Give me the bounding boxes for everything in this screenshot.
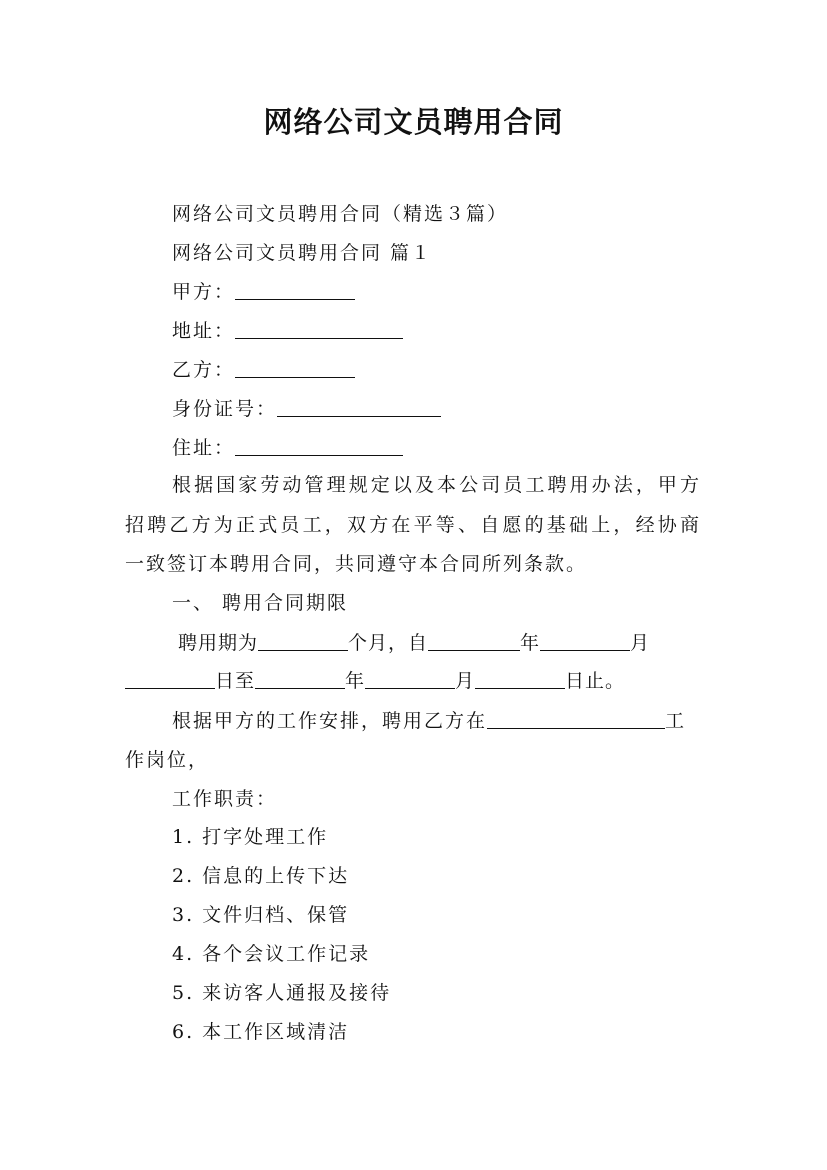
residence-blank[interactable] (235, 437, 403, 456)
duty-item: 5. 来访客人通报及接待 (172, 982, 392, 1004)
term-months-blank[interactable] (258, 632, 348, 651)
term-text-a: 聘用期为 (178, 632, 259, 654)
term-text-h: 日止。 (565, 670, 626, 692)
id-number-label: 身份证号： (172, 398, 278, 420)
address-label: 地址： (172, 320, 236, 342)
party-a-label: 甲方： (172, 281, 236, 303)
position-text-a: 根据甲方的工作安排，聘用乙方在 (172, 710, 488, 732)
term-text-c: 年 (520, 632, 541, 654)
intro-line-1: 根据国家劳动管理规定以及本公司员工聘用办法，甲方 (172, 474, 701, 496)
id-number-blank[interactable] (277, 398, 441, 417)
duty-item: 2. 信息的上传下达 (172, 865, 350, 887)
start-month-blank[interactable] (540, 632, 630, 651)
id-number-field (172, 394, 441, 421)
clause1-heading: 一、 聘用合同期限 (172, 592, 349, 614)
residence-field (172, 433, 403, 460)
party-a-blank[interactable] (235, 281, 355, 300)
address-field (172, 316, 403, 343)
position-line-2: 作岗位， (125, 749, 210, 771)
position-text-b: 工 (665, 710, 687, 732)
end-year-blank[interactable] (255, 670, 345, 689)
subtitle: 网络公司文员聘用合同（精选３篇） (172, 203, 509, 225)
start-day-blank[interactable] (125, 670, 215, 689)
term-text-g: 月 (455, 670, 476, 692)
end-month-blank[interactable] (365, 670, 455, 689)
term-text-f: 年 (345, 670, 366, 692)
term-text-e: 日至 (215, 670, 256, 692)
duty-item: 4. 各个会议工作记录 (172, 943, 371, 965)
party-b-blank[interactable] (235, 359, 355, 378)
position-blank[interactable] (487, 710, 665, 729)
term-line-2 (125, 666, 625, 693)
duty-item: 1. 打字处理工作 (172, 826, 329, 848)
duties-label: 工作职责： (172, 788, 278, 810)
document-title: 网络公司文员聘用合同 (263, 105, 564, 139)
section-heading: 网络公司文员聘用合同 篇１ (172, 242, 433, 264)
residence-label: 住址： (172, 437, 236, 459)
term-line-1 (178, 628, 650, 655)
party-b-label: 乙方： (172, 359, 236, 381)
start-year-blank[interactable] (428, 632, 520, 651)
end-day-blank[interactable] (475, 670, 565, 689)
position-line-1 (172, 706, 686, 733)
intro-line-2: 招聘乙方为正式员工，双方在平等、自愿的基础上，经协商 (125, 514, 701, 536)
duty-item: 6. 本工作区域清洁 (172, 1021, 350, 1043)
party-b-field (172, 355, 355, 382)
intro-line-3: 一致签订本聘用合同，共同遵守本合同所列条款。 (125, 553, 588, 575)
address-blank[interactable] (235, 320, 403, 339)
term-text-d: 月 (630, 632, 651, 654)
duty-item: 3. 文件归档、保管 (172, 904, 350, 926)
party-a-field (172, 277, 355, 304)
term-text-b: 个月，自 (348, 632, 429, 654)
